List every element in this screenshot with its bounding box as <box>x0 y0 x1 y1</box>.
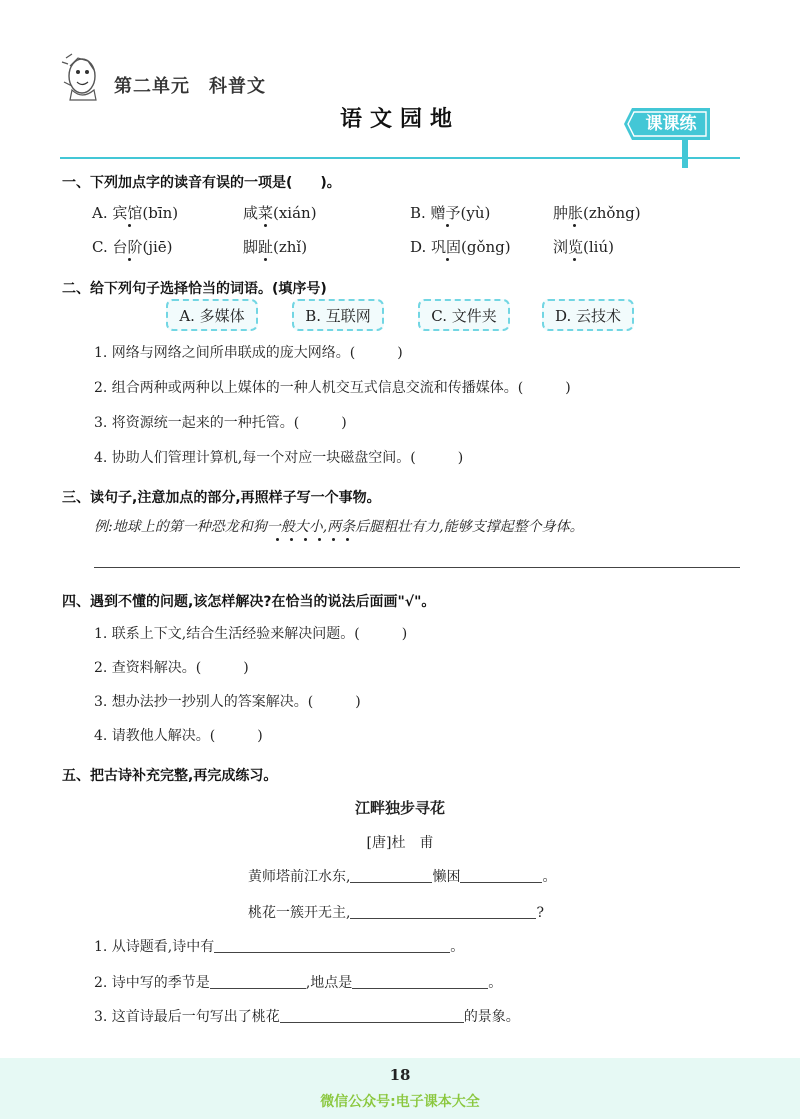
q1-option-a1: A. 宾馆(bīn) <box>92 204 179 222</box>
q2-heading: 二、给下列句子选择恰当的词语。(填序号) <box>62 281 327 297</box>
q1-option-a2: 咸菜(xián) <box>243 204 317 222</box>
q2-choice-b: B. 互联网 <box>292 299 384 331</box>
poem-blank-1[interactable] <box>350 868 432 883</box>
poem-line-1-mid: 懒困 <box>432 869 461 885</box>
q1-option-b2: 肿胀(zhǒng) <box>553 204 641 222</box>
q5-item-3-end: 的景象。 <box>463 1009 520 1025</box>
q4-item-2: 2. 查资料解决。( ) <box>94 660 249 676</box>
emphasis-dot <box>446 224 449 227</box>
q5-item-2-blank-1[interactable] <box>210 974 306 989</box>
poem-blank-2[interactable] <box>460 868 542 883</box>
emphasis-dot <box>276 538 279 541</box>
poem-line-1-end: 。 <box>542 869 557 885</box>
q2-choice-d: D. 云技术 <box>542 299 634 331</box>
emphasis-dot <box>264 258 267 261</box>
emphasis-dot <box>573 258 576 261</box>
q4-item-3: 3. 想办法抄一抄别人的答案解决。( ) <box>94 694 361 710</box>
q5-item-1-text: 1. 从诗题看,诗中有 <box>94 939 215 955</box>
header-divider <box>60 157 740 159</box>
poem-line-2 <box>248 902 544 922</box>
q5-item-3-blank[interactable] <box>280 1008 464 1023</box>
q4-heading: 四、遇到不懂的问题,该怎样解决?在恰当的说法后面画"√"。 <box>62 594 436 610</box>
emphasis-dot <box>332 538 335 541</box>
q1-option-c2: 脚趾(zhǐ) <box>243 238 308 256</box>
q5-item-2-blank-2[interactable] <box>352 974 488 989</box>
q2-choice-c: C. 文件夹 <box>418 299 510 331</box>
unit-label: 第二单元 科普文 <box>114 76 266 97</box>
emphasis-dot <box>573 224 576 227</box>
q1-option-d2: 浏览(liú) <box>553 238 614 256</box>
lesson-badge-label: 课课练 <box>645 114 697 134</box>
poem-line-1-start: 黄师塔前江水东, <box>248 869 351 885</box>
footer-watermark: 微信公众号:电子课本大全 <box>320 1094 480 1110</box>
page-title: 语文园地 <box>339 106 460 132</box>
q4-item-1: 1. 联系上下文,结合生活经验来解决问题。( ) <box>94 626 408 642</box>
emphasis-dot <box>290 538 293 541</box>
q5-item-1-end: 。 <box>450 939 465 955</box>
emphasis-dot <box>128 258 131 261</box>
q2-choice-a: A. 多媒体 <box>166 299 258 331</box>
q5-item-2 <box>94 972 502 992</box>
page-number: 18 <box>389 1066 411 1084</box>
q1-heading: 一、下列加点字的读音有误的一项是( )。 <box>62 175 341 191</box>
emphasis-dot <box>304 538 307 541</box>
q5-item-3 <box>94 1006 520 1026</box>
q2-item-3: 3. 将资源统一起来的一种托管。( ) <box>94 415 347 431</box>
q2-item-2: 2. 组合两种或两种以上媒体的一种人机交互式信息交流和传播媒体。( ) <box>94 380 571 396</box>
q5-heading: 五、把古诗补充完整,再完成练习。 <box>62 768 278 784</box>
q5-item-2-text: 2. 诗中写的季节是 <box>94 975 210 991</box>
poem-line-2-start: 桃花一簇开无主, <box>248 905 351 921</box>
q5-item-2-end: 。 <box>488 975 503 991</box>
poem-title: 江畔独步寻花 <box>354 799 445 817</box>
q1-option-d1: D. 巩固(gǒng) <box>410 238 511 256</box>
q1-option-b1: B. 赠予(yù) <box>410 204 491 222</box>
q2-item-4: 4. 协助人们管理计算机,每一个对应一块磁盘空间。( ) <box>94 450 464 466</box>
emphasis-dot <box>264 224 267 227</box>
poem-blank-3[interactable] <box>350 904 536 919</box>
emphasis-dot <box>128 224 131 227</box>
q3-answer-line[interactable] <box>94 567 740 568</box>
q1-option-c1: C. 台阶(jiē) <box>92 238 173 256</box>
q3-heading: 三、读句子,注意加点的部分,再照样子写一个事物。 <box>62 490 381 506</box>
q5-item-1 <box>94 936 464 956</box>
q5-item-2-mid: ,地点是 <box>305 975 353 991</box>
q5-item-3-text: 3. 这首诗最后一句写出了桃花 <box>94 1009 280 1025</box>
mascot-icon <box>58 52 102 104</box>
emphasis-dot <box>446 258 449 261</box>
q5-item-1-blank[interactable] <box>214 938 450 953</box>
q4-item-4: 4. 请教他人解决。( ) <box>94 728 263 744</box>
q3-example: 例:地球上的第一种恐龙和狗一般大小,两条后腿粗壮有力,能够支撑起整个身体。 <box>94 519 584 535</box>
poem-line-2-end: ? <box>536 905 544 921</box>
poem-author: [唐]杜 甫 <box>366 835 434 851</box>
q2-item-1: 1. 网络与网络之间所串联成的庞大网络。( ) <box>94 345 403 361</box>
poem-line-1 <box>248 866 556 886</box>
emphasis-dot <box>318 538 321 541</box>
emphasis-dot <box>346 538 349 541</box>
